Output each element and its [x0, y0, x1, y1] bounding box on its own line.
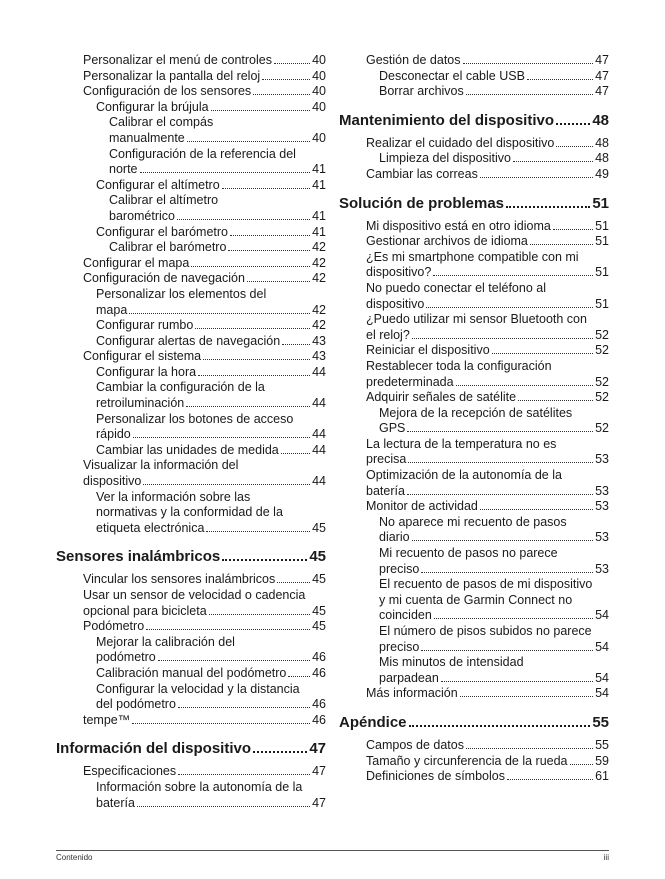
toc-column-right [339, 53, 609, 785]
dot-leader [570, 764, 594, 765]
toc-page-number: 46 [312, 697, 326, 712]
toc-entry[interactable] [379, 69, 609, 85]
toc-entry-title: Cambiar la configuración de la [96, 380, 265, 395]
dot-leader [506, 206, 590, 208]
toc-entry-title: ¿Puedo utilizar mi sensor Bluetooth con [366, 312, 587, 327]
toc-page-number: 53 [595, 561, 609, 576]
toc-entry-title: dispositivo [366, 296, 425, 311]
toc-page-number: 44 [312, 364, 326, 379]
toc-entry-title: del podómetro [96, 697, 176, 712]
toc-entry-title: tempe™ [83, 712, 131, 727]
toc-entry[interactable] [366, 499, 609, 515]
toc-page-number: 51 [595, 234, 609, 249]
dot-leader [460, 696, 593, 697]
dot-leader [132, 723, 310, 724]
toc-page-number: 51 [592, 194, 609, 212]
toc-entry[interactable] [366, 167, 609, 183]
toc-entry-title: Cambiar las correas [366, 166, 478, 181]
toc-entry[interactable] [83, 588, 326, 619]
toc-page-number: 53 [595, 483, 609, 498]
toc-page-number: 44 [312, 427, 326, 442]
toc-entry[interactable] [83, 458, 326, 489]
toc-page-number: 47 [312, 764, 326, 779]
toc-entry[interactable] [366, 281, 609, 312]
dot-leader [421, 572, 593, 573]
toc-entry[interactable] [379, 624, 609, 655]
toc-entry[interactable] [83, 764, 326, 780]
toc-entry[interactable] [366, 769, 609, 785]
dot-leader [211, 110, 311, 111]
toc-page-number: 47 [595, 68, 609, 83]
toc-page-number: 54 [595, 686, 609, 701]
toc-page-number: 61 [595, 769, 609, 784]
toc-entry-title: Configurar la hora [96, 364, 197, 379]
toc-entry-title: Restablecer toda la configuración [366, 358, 552, 373]
dot-leader [277, 582, 310, 583]
dot-leader [556, 123, 590, 125]
toc-entry-title: Personalizar la pantalla del reloj [83, 68, 261, 83]
toc-entry[interactable] [96, 666, 326, 682]
dot-leader [262, 79, 310, 80]
toc-entry-title: Personalizar los botones de acceso [96, 411, 294, 426]
toc-entry-title: Usar un sensor de velocidad o cadencia [83, 588, 306, 602]
toc-entry-title: Sensores inalámbricos [56, 548, 221, 566]
toc-entry[interactable] [96, 287, 326, 318]
toc-entry[interactable] [366, 359, 609, 390]
toc-entry-title: Mantenimiento del dispositivo [339, 111, 555, 129]
toc-entry[interactable] [83, 713, 326, 729]
toc-page-number: 52 [595, 374, 609, 389]
dot-leader [507, 779, 593, 780]
toc-entry-title: Más información [366, 686, 458, 701]
dot-leader [206, 531, 310, 532]
toc-entry-title: Personalizar el menú de controles [83, 53, 272, 67]
dot-leader [408, 462, 593, 463]
toc-page-number: 45 [309, 548, 326, 566]
toc-page-number: 40 [312, 99, 326, 114]
toc-entry-title: Personalizar los elementos del [96, 286, 267, 301]
toc-column-left [56, 53, 326, 811]
toc-entry-title: La lectura de la temperatura no es [366, 436, 557, 451]
toc-entry-title: Configurar alertas de navegación [96, 333, 281, 348]
toc-page-number: 52 [595, 421, 609, 436]
toc-entry-title: Tamaño y circunferencia de la rueda [366, 753, 568, 768]
toc-page-number: 41 [312, 162, 326, 177]
dot-leader [177, 219, 310, 220]
toc-page-number: 47 [595, 84, 609, 99]
dot-leader [203, 359, 310, 360]
toc-page-number: 47 [312, 795, 326, 810]
toc-page-number: 48 [592, 111, 609, 129]
toc-entry[interactable] [96, 412, 326, 443]
toc-entry[interactable] [366, 312, 609, 343]
toc-page-number: 42 [312, 255, 326, 270]
toc-page-number: 52 [595, 390, 609, 405]
dot-leader [198, 375, 310, 376]
dot-leader [209, 614, 310, 615]
toc-page-number: 45 [312, 572, 326, 587]
toc-page-number: 43 [312, 349, 326, 364]
toc-entry[interactable] [109, 115, 326, 146]
dot-leader [409, 725, 591, 727]
toc-entry-title: Configuración de navegación [83, 271, 245, 286]
toc-page-number: 59 [595, 753, 609, 768]
dot-leader [434, 618, 593, 619]
dot-leader [421, 650, 593, 651]
toc-entry-title: Campos de datos [366, 737, 464, 752]
toc-entry-title: retroiluminación [96, 396, 185, 411]
toc-entry[interactable] [96, 780, 326, 811]
toc-entry[interactable] [96, 635, 326, 666]
toc-entry-title: Realizar el cuidado del dispositivo [366, 135, 555, 150]
toc-entry[interactable] [366, 53, 609, 69]
dot-leader [282, 344, 310, 345]
toc-entry-title: mapa [96, 302, 128, 317]
toc-entry-title: Configurar el barómetro [96, 224, 229, 239]
toc-page-number: 55 [595, 737, 609, 752]
toc-entry-title: precisa [366, 452, 407, 467]
toc-entry[interactable] [379, 577, 609, 624]
toc-entry[interactable] [96, 365, 326, 381]
dot-leader [228, 250, 310, 251]
toc-entry[interactable] [83, 84, 326, 100]
toc-entry-title: Configurar el sistema [83, 349, 202, 364]
toc-entry[interactable] [83, 619, 326, 635]
toc-page-number: 42 [312, 271, 326, 286]
toc-section-heading[interactable] [339, 112, 609, 130]
dot-leader [230, 235, 310, 236]
dot-leader [480, 177, 593, 178]
dot-leader [412, 338, 593, 339]
toc-entry-title: batería [366, 483, 405, 498]
toc-entry-title: Calibrar el compás [109, 115, 214, 130]
toc-entry-title: etiqueta electrónica [96, 520, 205, 535]
toc-entry-title: predeterminada [366, 374, 454, 389]
toc-entry-title: Definiciones de símbolos [366, 769, 505, 784]
toc-page-number: 44 [312, 442, 326, 457]
toc-entry-title: Vincular los sensores inalámbricos [83, 572, 276, 587]
toc-section-heading[interactable] [56, 548, 326, 566]
toc-page-number: 40 [312, 84, 326, 99]
toc-page-number: 51 [595, 296, 609, 311]
toc-entry-title: Configurar la brújula [96, 99, 209, 114]
toc-page-number: 44 [312, 396, 326, 411]
toc-entry-title: Calibrar el barómetro [109, 240, 227, 255]
toc-entry[interactable] [366, 250, 609, 281]
toc-page-number: 54 [595, 608, 609, 623]
toc-entry-title: parpadean [379, 670, 439, 685]
toc-page-number: 40 [312, 53, 326, 67]
toc-entry-title: Gestionar archivos de idioma [366, 234, 528, 249]
toc-entry-title: No aparece mi recuento de pasos [379, 514, 567, 529]
toc-entry-title: Borrar archivos [379, 84, 464, 99]
toc-section-heading[interactable] [339, 195, 609, 213]
toc-entry[interactable] [366, 234, 609, 250]
toc-entry-title: GPS [379, 421, 406, 436]
toc-page-number: 45 [312, 619, 326, 634]
toc-entry[interactable] [96, 334, 326, 350]
dot-leader [178, 707, 310, 708]
toc-entry-title: preciso [379, 639, 420, 654]
toc-entry-title: Configurar el altímetro [96, 177, 220, 192]
dot-leader [466, 748, 593, 749]
toc-entry-title: No puedo conectar el teléfono al [366, 280, 546, 295]
dot-leader [530, 244, 593, 245]
toc-entry[interactable] [83, 53, 326, 69]
dot-leader [466, 94, 593, 95]
toc-entry-title: Cambiar las unidades de medida [96, 442, 279, 457]
footer-page-number: iii [603, 853, 609, 862]
toc-entry-title: Optimización de la autonomía de la [366, 468, 562, 483]
dot-leader [274, 63, 310, 64]
toc-entry[interactable] [96, 490, 326, 537]
toc-entry-title: El número de pisos subidos no parece [379, 624, 592, 638]
toc-entry[interactable] [83, 349, 326, 365]
toc-entry-title: opcional para bicicleta [83, 603, 207, 618]
toc-entry-title: Mejora de la recepción de satélites [379, 405, 573, 420]
toc-page-number: 43 [312, 333, 326, 348]
toc-entry-title: Especificaciones [83, 764, 177, 779]
dot-leader [143, 484, 310, 485]
toc-entry-title: barométrico [109, 208, 175, 223]
toc-entry[interactable] [366, 437, 609, 468]
toc-page-number: 42 [312, 240, 326, 255]
dot-leader [527, 79, 593, 80]
toc-page-number: 47 [309, 740, 326, 758]
dot-leader [441, 681, 593, 682]
toc-page-number: 54 [595, 670, 609, 685]
toc-entry[interactable] [366, 686, 609, 702]
toc-entry[interactable] [366, 738, 609, 754]
toc-page-number: 48 [595, 135, 609, 150]
toc-page-number: 40 [312, 130, 326, 145]
dot-leader [140, 172, 311, 173]
toc-page-number: 48 [595, 151, 609, 166]
toc-entry[interactable] [366, 754, 609, 770]
toc-entry-title: Desconectar el cable USB [379, 68, 525, 83]
toc-entry-title: El recuento de pasos de mi dispositivo [379, 577, 593, 592]
toc-entry-title: preciso [379, 561, 420, 576]
dot-leader [187, 141, 310, 142]
toc-page-number: 45 [312, 603, 326, 618]
toc-page-number: 51 [595, 265, 609, 280]
dot-leader [407, 431, 593, 432]
toc-entry-title: Solución de problemas [339, 194, 505, 212]
toc-entry[interactable] [379, 151, 609, 167]
toc-entry[interactable] [109, 193, 326, 224]
toc-entry-title: ¿Es mi smartphone compatible con mi [366, 249, 579, 264]
toc-page-number: 52 [595, 343, 609, 358]
toc-entry-title: normativas y la conformidad de la [96, 505, 283, 520]
dot-leader [553, 229, 593, 230]
toc-entry[interactable] [379, 84, 609, 100]
dot-leader [426, 307, 593, 308]
dot-leader [253, 751, 307, 753]
toc-section-heading[interactable] [339, 714, 609, 732]
dot-leader [191, 266, 310, 267]
toc-entry[interactable] [96, 178, 326, 194]
toc-entry-title: podómetro [96, 650, 156, 665]
toc-entry-title: Reiniciar el dispositivo [366, 343, 490, 358]
toc-page-number: 55 [592, 713, 609, 731]
toc-entry[interactable] [366, 219, 609, 235]
toc-entry-title: Calibración manual del podómetro [96, 665, 287, 680]
dot-leader [222, 559, 307, 561]
page-footer [56, 850, 609, 862]
dot-leader [407, 494, 593, 495]
dot-leader [133, 437, 310, 438]
dot-leader [178, 774, 310, 775]
toc-entry-title: batería [96, 795, 135, 810]
toc-entry[interactable] [366, 136, 609, 152]
toc-entry-title: Calibrar el altímetro [109, 193, 219, 208]
toc-page-number: 44 [312, 474, 326, 489]
toc-page-number: 53 [595, 530, 609, 545]
toc-entry-title: Adquirir señales de satélite [366, 390, 517, 405]
toc-entry-title: Mi recuento de pasos no parece [379, 546, 558, 561]
toc-entry-title: Mis minutos de intensidad [379, 655, 524, 670]
toc-entry[interactable] [109, 147, 326, 178]
toc-page-number: 46 [312, 665, 326, 680]
dot-leader [433, 275, 593, 276]
toc-entry-title: norte [109, 162, 138, 177]
toc-entry-title: Información sobre la autonomía de la [96, 779, 303, 794]
dot-leader [253, 94, 310, 95]
toc-entry-title: Apéndice [339, 713, 407, 731]
toc-entry-title: dispositivo [83, 474, 142, 489]
toc-page-number: 52 [595, 327, 609, 342]
toc-entry-title: Configuración de los sensores [83, 84, 252, 99]
toc-page-number: 41 [312, 177, 326, 192]
dot-leader [186, 406, 310, 407]
toc-entry-title: manualmente [109, 130, 185, 145]
dot-leader [195, 328, 310, 329]
toc-page-number: 51 [595, 218, 609, 233]
toc-entry[interactable] [96, 682, 326, 713]
toc-entry[interactable] [96, 318, 326, 334]
toc-page-number: 53 [595, 499, 609, 514]
toc-entry[interactable] [366, 390, 609, 406]
toc-page-number: 54 [595, 639, 609, 654]
dot-leader [412, 540, 594, 541]
toc-entry[interactable] [96, 225, 326, 241]
toc-section-heading[interactable] [56, 740, 326, 758]
toc-page-number: 49 [595, 166, 609, 181]
toc-entry[interactable] [96, 443, 326, 459]
toc-page-number: 46 [312, 650, 326, 665]
dot-leader [513, 161, 593, 162]
toc-page-number: 47 [595, 53, 609, 67]
toc-entry[interactable] [379, 515, 609, 546]
toc-entry-title: Visualizar la información del [83, 458, 239, 473]
toc-entry[interactable] [96, 100, 326, 116]
toc-entry-title: Configuración de la referencia del [109, 146, 296, 161]
toc-entry-title: el reloj? [366, 327, 410, 342]
dot-leader [281, 453, 310, 454]
dot-leader [146, 629, 310, 630]
toc-entry[interactable] [83, 572, 326, 588]
toc-page-number: 41 [312, 224, 326, 239]
toc-page-number: 45 [312, 520, 326, 535]
toc-entry-title: Monitor de actividad [366, 499, 478, 514]
toc-entry[interactable] [366, 343, 609, 359]
toc-entry[interactable] [366, 468, 609, 499]
toc-entry-title: Podómetro [83, 619, 145, 634]
toc-entry-title: Gestión de datos [366, 53, 461, 67]
toc-entry[interactable] [83, 69, 326, 85]
toc-page-number: 41 [312, 208, 326, 223]
toc-entry-title: Configurar el mapa [83, 255, 190, 270]
dot-leader [137, 806, 310, 807]
dot-leader [480, 509, 593, 510]
toc-page-number: 53 [595, 452, 609, 467]
toc-page-number: 42 [312, 318, 326, 333]
dot-leader [518, 400, 593, 401]
toc-entry[interactable] [379, 655, 609, 686]
toc-entry[interactable] [83, 256, 326, 272]
dot-leader [129, 313, 310, 314]
toc-entry-title: Mejorar la calibración del [96, 634, 235, 649]
toc-entry-title: coinciden [379, 608, 432, 623]
toc-page-number: 40 [312, 68, 326, 83]
dot-leader [158, 660, 310, 661]
toc-entry[interactable] [379, 546, 609, 577]
toc-entry-title: Configurar la velocidad y la distancia [96, 681, 300, 696]
dot-leader [222, 188, 310, 189]
toc-entry-title: Limpieza del dispositivo [379, 151, 512, 166]
toc-entry[interactable] [96, 380, 326, 411]
dot-leader [492, 353, 593, 354]
dot-leader [556, 146, 593, 147]
toc-entry-title: diario [379, 530, 410, 545]
dot-leader [463, 63, 594, 64]
toc-entry-title: dispositivo? [366, 265, 432, 280]
footer-section-label: Contenido [56, 853, 93, 862]
dot-leader [247, 281, 310, 282]
dot-leader [288, 676, 310, 677]
dot-leader [456, 385, 594, 386]
toc-page-number: 46 [312, 712, 326, 727]
toc-entry[interactable] [83, 271, 326, 287]
toc-page-number: 42 [312, 302, 326, 317]
toc-entry-title: y mi cuenta de Garmin Connect no [379, 592, 573, 607]
toc-entry-title: Información del dispositivo [56, 740, 252, 758]
toc-entry[interactable] [109, 240, 326, 256]
toc-entry-title: Configurar rumbo [96, 318, 194, 333]
toc-entry-title: Mi dispositivo está en otro idioma [366, 218, 551, 233]
toc-entry-title: rápido [96, 427, 131, 442]
toc-entry[interactable] [379, 406, 609, 437]
toc-entry-title: Ver la información sobre las [96, 489, 251, 504]
